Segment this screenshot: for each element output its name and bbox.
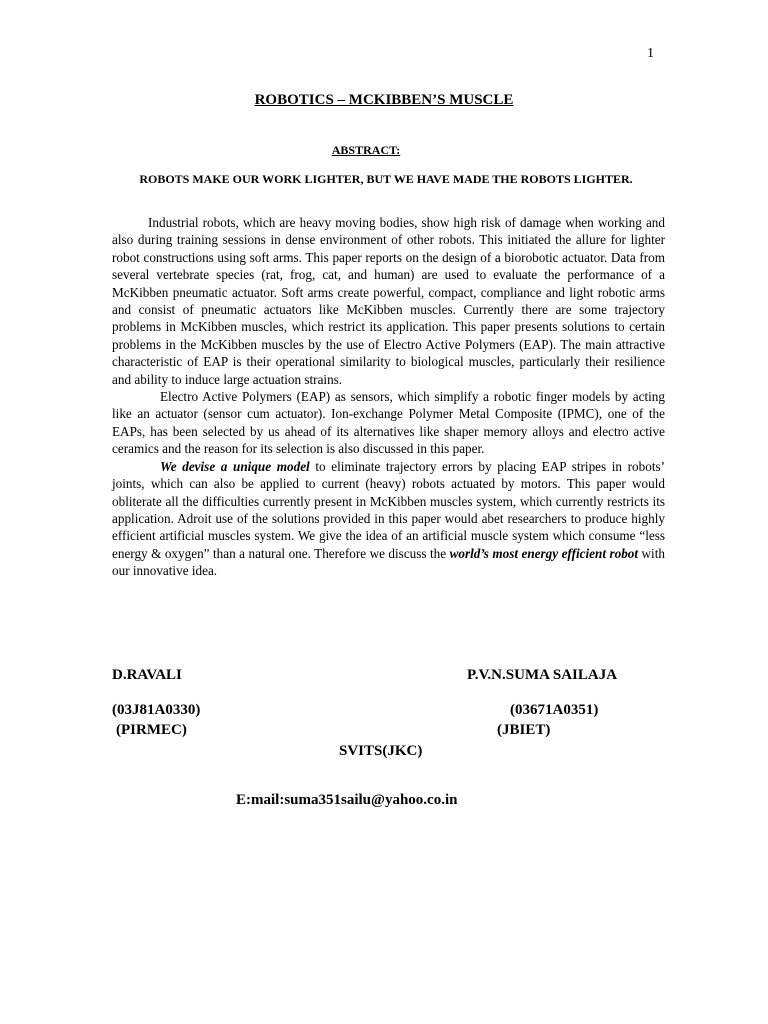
paragraph-3-text-b: with our innovative idea. [112, 545, 665, 579]
abstract-tagline: ROBOTS MAKE OUR WORK LIGHTER, BUT WE HAVE MADE THE ROBOTS LIGHTER. [139, 172, 633, 186]
author-left-name: D.RAVALI [112, 667, 182, 683]
emphasis-unique-model: We devise a unique model [160, 458, 310, 474]
document-title: ROBOTICS – MCKIBBEN’S MUSCLE [254, 92, 514, 108]
abstract-paragraph-1: Industrial robots, which are heavy moving bodies, show high risk of damage when working and also during training sessions in dense environment of other robots. This initiated the allure for lighter robot constructions using soft arms. This paper reports on the design of a biorobotic actuator. Data from several vertebrate species (rat, frog, cat, and human) are used to evaluate the performance of a McKibben pneumatic actuator. Soft arms create powerful, compact, compliance and light robotic arms and consist of pneumatic actuators like McKibben muscles. Currently there are some trajectory problems in McKibben muscles, which restrict its application. This paper presents solutions to certain problems in the McKibben muscles by the use of Electro Active Polymers (EAP). The main attractive characteristic of EAP is their operational similarity to biological muscles, particularly their resilience and ability to induce large actuation strains. [112, 215, 665, 387]
emphasis-efficient-robot: world’s most energy efficient robot [449, 545, 639, 561]
page-number: 1 [647, 46, 654, 61]
abstract-body [112, 214, 665, 580]
author-right-institution: (JBIET) [497, 722, 551, 738]
abstract-heading: ABSTRACT: [331, 143, 401, 157]
author-right-id: (03671A0351) [510, 702, 599, 718]
paragraph-3-text-a: to eliminate trajectory errors by placing EAP stripes in robots’ joints, which can also be applied to current (heavy) robots actuated by motors. This paper would obliterate all the difficulties currently present in McKibben muscles system, which currently restricts its application. Adroit use of the solutions provided in this paper would abet researchers to produce highly efficient artificial muscles system. We give the idea of an artificial muscle system which consume “less energy & oxygen” than a natural one. Therefore we discuss the [112, 458, 666, 561]
shared-institution: SVITS(JKC) [339, 743, 423, 759]
author-left-id: (03J81A0330) [112, 702, 201, 718]
abstract-paragraph-3 [112, 458, 665, 580]
author-right-name: P.V.N.SUMA SAILAJA [467, 667, 618, 683]
abstract-paragraph-2: Electro Active Polymers (EAP) as sensors, which simplify a robotic finger models by acting like an actuator (sensor cum actuator). Ion-exchange Polymer Metal Composite (IPMC), one of the EAPs, has been selected by us ahead of its alternatives like shaper memory alloys and electro active ceramics and the reason for its selection is also discussed in this paper. [112, 389, 665, 457]
author-left-institution: (PIRMEC) [116, 722, 187, 738]
author-email: E:mail:suma351sailu@yahoo.co.in [236, 792, 458, 808]
